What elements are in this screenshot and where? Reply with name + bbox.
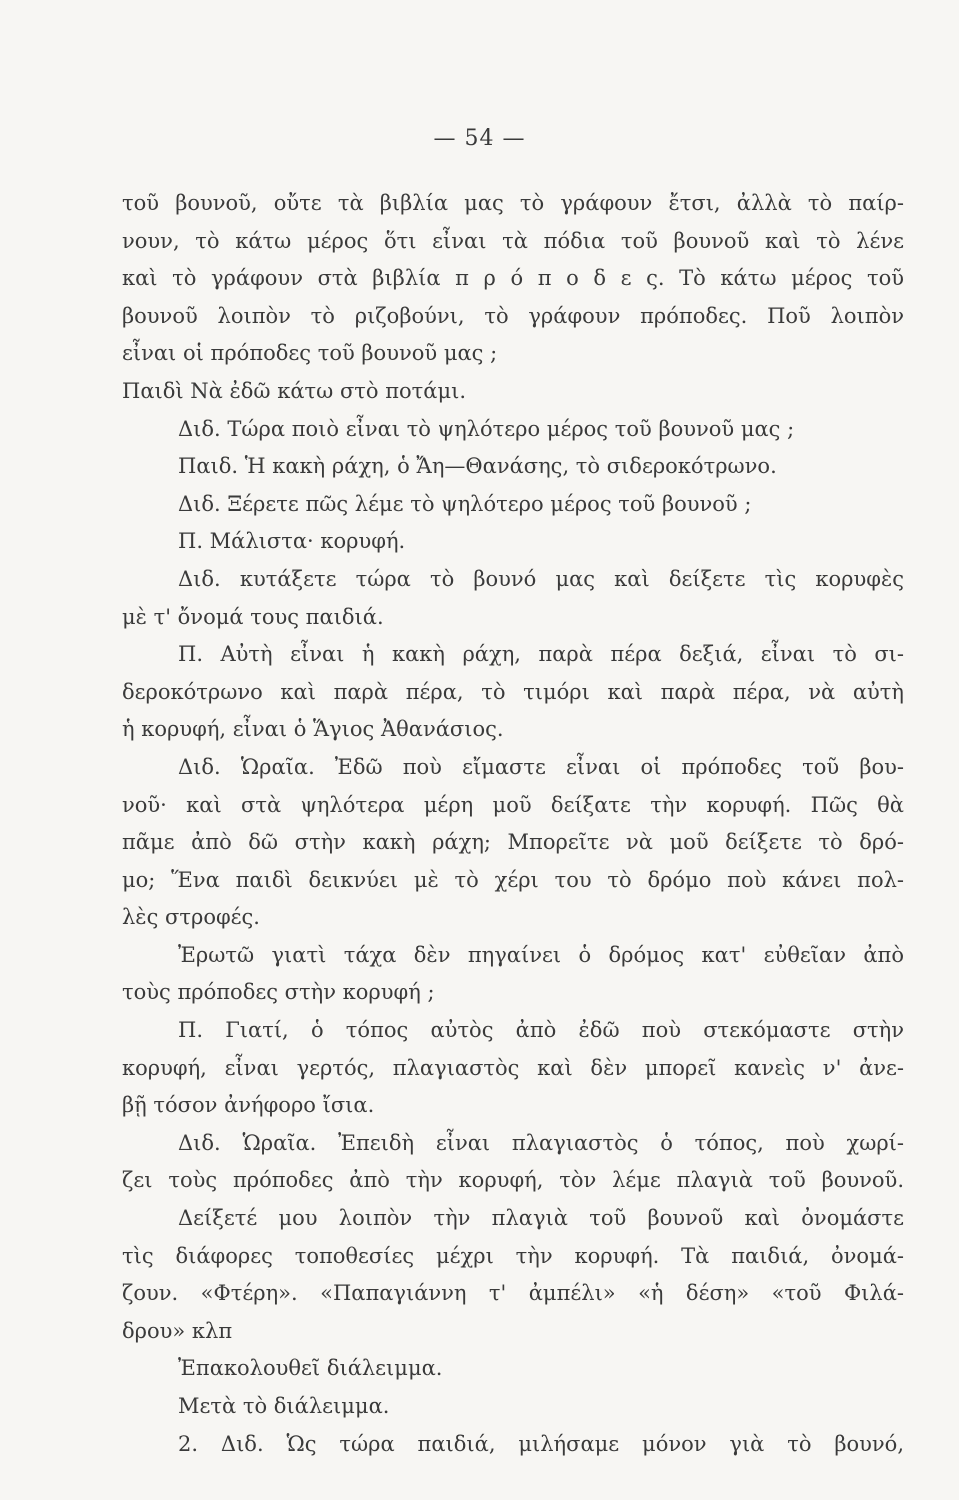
page-number: — 54 —	[433, 126, 526, 151]
text-line: Παιδὶ Νὰ ἐδῶ κάτω στὸ ποτάμι.	[122, 378, 467, 403]
text-line: καὶ τὸ γράφουν στὰ βιβλία π ρ ό π ο δ ε ς. Τὸ κάτω μέρος τοῦ	[122, 266, 904, 291]
text-line: τοὺς πρόποδες στὴν κορυφή ;	[122, 980, 435, 1005]
text-line: εἶναι οἱ πρόποδες τοῦ βουνοῦ μας ;	[122, 341, 498, 366]
text-line: ἡ κορυφή, εἶναι ὁ Ἅγιος Ἀθανάσιος.	[122, 717, 504, 742]
text-line: πᾶμε ἀπὸ δῶ στὴν κακὴ ράχη; Μπορεῖτε νὰ μοῦ δείξετε τὸ δρό-	[122, 830, 904, 855]
text-line: νοῦ· καὶ στὰ ψηλότερα μέρη μοῦ δείξατε τὴν κορυφή. Πῶς θὰ	[122, 792, 904, 817]
text-line: δρου» κλπ	[122, 1318, 233, 1343]
text-line: Ἐπακολουθεῖ διάλειμμα.	[178, 1356, 443, 1381]
body-text	[122, 185, 904, 1463]
text-line: Παιδ. Ἡ κακὴ ράχη, ὁ Ἄη—Θανάσης, τὸ σιδεροκότρωνο.	[178, 454, 777, 479]
text-line: 2. Διδ. Ὡς τώρα παιδιά, μιλήσαμε μόνον γιὰ τὸ βουνό,	[178, 1431, 904, 1456]
text-line: Διδ. Τώρα ποιὸ εἶναι τὸ ψηλότερο μέρος τοῦ βουνοῦ μας ;	[178, 416, 795, 441]
text-line: Π. Γιατί, ὁ τόπος αὐτὸς ἀπὸ ἐδῶ ποὺ στεκόμαστε στὴν	[178, 1018, 904, 1043]
text-line: Διδ. Ξέρετε πῶς λέμε τὸ ψηλότερο μέρος τοῦ βουνοῦ ;	[178, 491, 752, 516]
text-line: κορυφή, εἶναι γερτός, πλαγιαστὸς καὶ δὲν μπορεῖ κανεὶς ν' ἀνε-	[122, 1055, 904, 1080]
text-line: λὲς στροφές.	[122, 905, 260, 930]
text-line: δεροκότρωνο καὶ παρὰ πέρα, τὸ τιμόρι καὶ παρὰ πέρα, νὰ αὐτὴ	[122, 679, 904, 704]
text-line: Διδ. Ὡραῖα. Ἐπειδὴ εἶναι πλαγιαστὸς ὁ τόπος, ποὺ χωρί-	[178, 1130, 904, 1155]
text-line: ζει τοὺς πρόποδες ἀπὸ τὴν κορυφή, τὸν λέμε πλαγιὰ τοῦ βουνοῦ.	[122, 1168, 904, 1193]
text-line: Δείξετέ μου λοιπὸν τὴν πλαγιὰ τοῦ βουνοῦ καὶ ὀνομάστε	[178, 1206, 904, 1231]
text-line: βουνοῦ λοιπὸν τὸ ριζοβούνι, τὸ γράφουν πρόποδες. Ποῦ λοιπὸν	[122, 303, 904, 328]
text-line: βῇ τόσον ἀνήφορο ἴσια.	[122, 1093, 375, 1118]
text-line: νουν, τὸ κάτω μέρος ὅτι εἶναι τὰ πόδια τοῦ βουνοῦ καὶ τὸ λένε	[122, 228, 904, 253]
text-line: Π. Αὐτὴ εἶναι ἡ κακὴ ράχη, παρὰ πέρα δεξιά, εἶναι τὸ σι-	[178, 642, 904, 667]
text-line: Ἐρωτῶ γιατὶ τάχα δὲν πηγαίνει ὁ δρόμος κατ' εὐθεῖαν ἀπὸ	[178, 942, 904, 967]
text-line: τοῦ βουνοῦ, οὔτε τὰ βιβλία μας τὸ γράφουν ἔτσι, ἀλλὰ τὸ παίρ-	[122, 191, 904, 215]
text-line: μο; Ἕνα παιδὶ δεικνύει μὲ τὸ χέρι του τὸ δρόμο ποὺ κάνει πολ-	[122, 867, 904, 892]
text-line: μὲ τ' ὄνομά τους παιδιά.	[122, 604, 384, 629]
text-line: Διδ. κυτάξετε τώρα τὸ βουνό μας καὶ δείξετε τὶς κορυφὲς	[178, 566, 904, 591]
text-line: Μετὰ τὸ διάλειμμα.	[178, 1394, 390, 1418]
text-line: τὶς διάφορες τοποθεσίες μέχρι τὴν κορυφή. Τὰ παιδιά, ὀνομά-	[122, 1243, 904, 1268]
text-line: Διδ. Ὡραῖα. Ἐδῶ ποὺ εἴμαστε εἶναι οἱ πρόποδες τοῦ βου-	[178, 754, 904, 779]
text-line: ζουν. «Φτέρη». «Παπαγιάννη τ' ἀμπέλι» «ἡ δέση» «τοῦ Φιλά-	[122, 1281, 904, 1306]
text-line: Π. Μάλιστα· κορυφή.	[178, 529, 406, 554]
